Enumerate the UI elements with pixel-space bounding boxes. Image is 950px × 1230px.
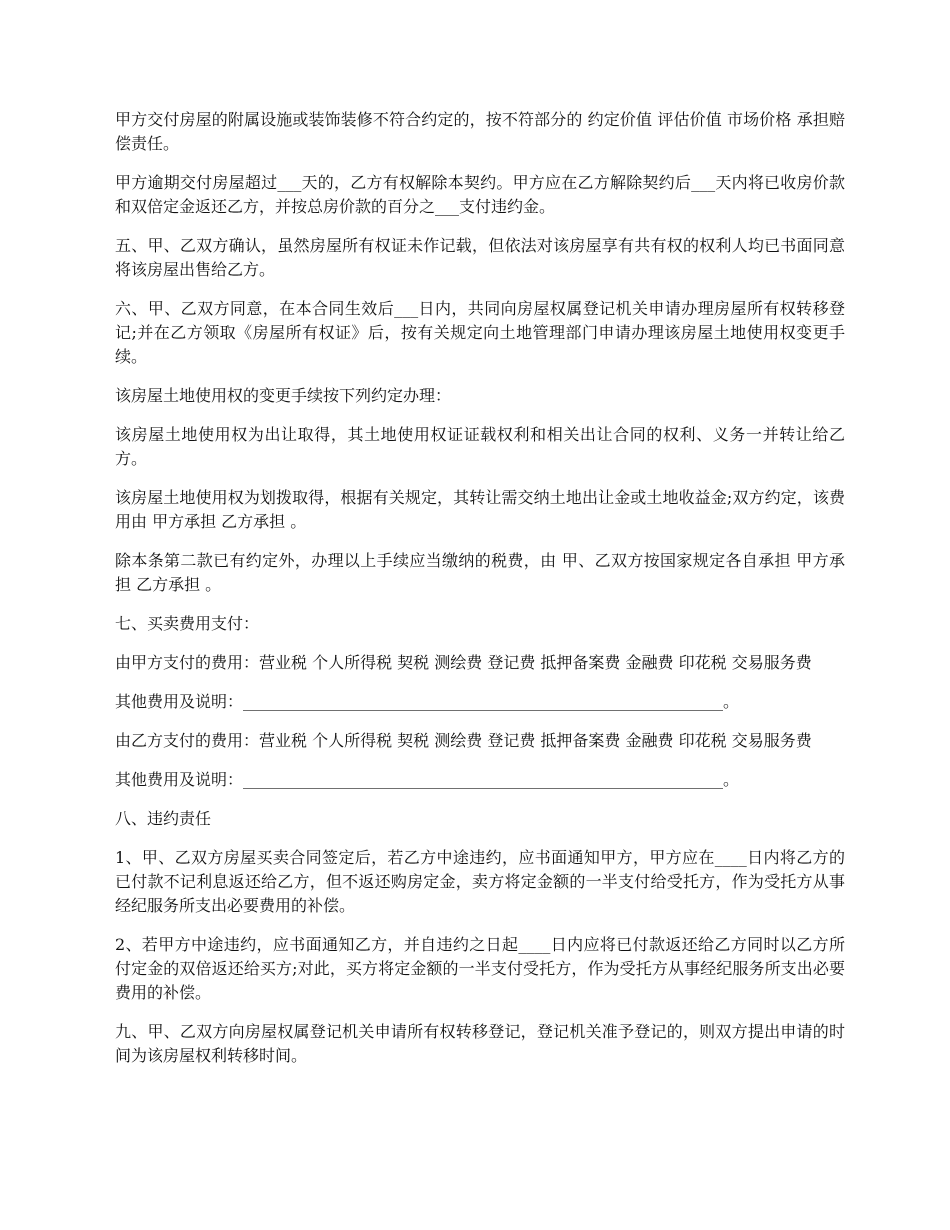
- paragraph-party-a-fees: 由甲方支付的费用：营业税 个人所得税 契税 测绘费 登记费 抵押备案费 金融费 印花税 交易服务费: [115, 653, 812, 672]
- paragraph-defect-liability: 甲方交付房屋的附属设施或装饰装修不符合约定的，按不符部分的 约定价值 评估价值 市场价格 承担赔偿责任。: [115, 110, 845, 153]
- paragraph-land-use-intro: 该房屋土地使用权的变更手续按下列约定办理：: [115, 386, 452, 405]
- paragraph-clause-6: 六、甲、乙双方同意，在本合同生效后___日内，共同向房屋权属登记机关申请办理房屋所有权转移登记;并在乙方领取《房屋所有权证》后，按有关规定向土地管理部门申请办理该房屋土地使用权变更手续。: [115, 299, 845, 366]
- paragraph-late-delivery: 甲方逾期交付房屋超过___天的，乙方有权解除本契约。甲方应在乙方解除契约后___天内将已收房价款和双倍定金返还乙方，并按总房价款的百分之___支付违约金。: [115, 173, 845, 216]
- paragraph-breach-seller: 2、若甲方中途违约，应书面通知乙方，并自违约之日起____日内应将已付款返还给乙方同时以乙方所付定金的双倍返还给买方;对此，买方将定金额的一半支付受托方，作为受托方从事经纪服务所支出必要费用的补偿。: [115, 935, 845, 1002]
- paragraph-land-use-allocated: 该房屋土地使用权为划拨取得，根据有关规定，其转让需交纳土地出让金或土地收益金;双方约定，该费用由 甲方承担 乙方承担 。: [115, 488, 845, 531]
- paragraph-clause-9: 九、甲、乙双方向房屋权属登记机关申请所有权转移登记，登记机关准予登记的，则双方提出申请的时间为该房屋权利转移时间。: [115, 1022, 845, 1065]
- paragraph-party-b-fees: 由乙方支付的费用：营业税 个人所得税 契税 测绘费 登记费 抵押备案费 金融费 印花税 交易服务费: [115, 731, 812, 750]
- paragraph-tax-burden: 除本条第二款已有约定外，办理以上手续应当缴纳的税费，由 甲、乙双方按国家规定各自承担 甲方承担 乙方承担 。: [115, 551, 845, 594]
- paragraph-land-use-transfer: 该房屋土地使用权为出让取得，其土地使用权证证载权利和相关出让合同的权利、义务一并转让给乙方。: [115, 425, 845, 468]
- paragraph-party-b-other-fees: 其他费用及说明：____________________________________________________________。: [115, 770, 740, 789]
- paragraph-breach-buyer: 1、甲、乙双方房屋买卖合同签定后，若乙方中途违约，应书面通知甲方，甲方应在____日内将乙方的已付款不记利息返还给乙方，但不返还购房定金，卖方将定金额的一半支付给受托方，作为受托方从事经纪服务所支出必要费用的补偿。: [115, 848, 845, 915]
- paragraph-clause-8-heading: 八、违约责任: [115, 809, 212, 828]
- paragraph-clause-7-heading: 七、买卖费用支付：: [115, 614, 260, 633]
- paragraph-clause-5: 五、甲、乙双方确认，虽然房屋所有权证未作记载，但依法对该房屋享有共有权的权利人均已书面同意将该房屋出售给乙方。: [115, 236, 845, 279]
- document-page: [115, 108, 845, 1083]
- paragraph-party-a-other-fees: 其他费用及说明：____________________________________________________________。: [115, 692, 740, 711]
